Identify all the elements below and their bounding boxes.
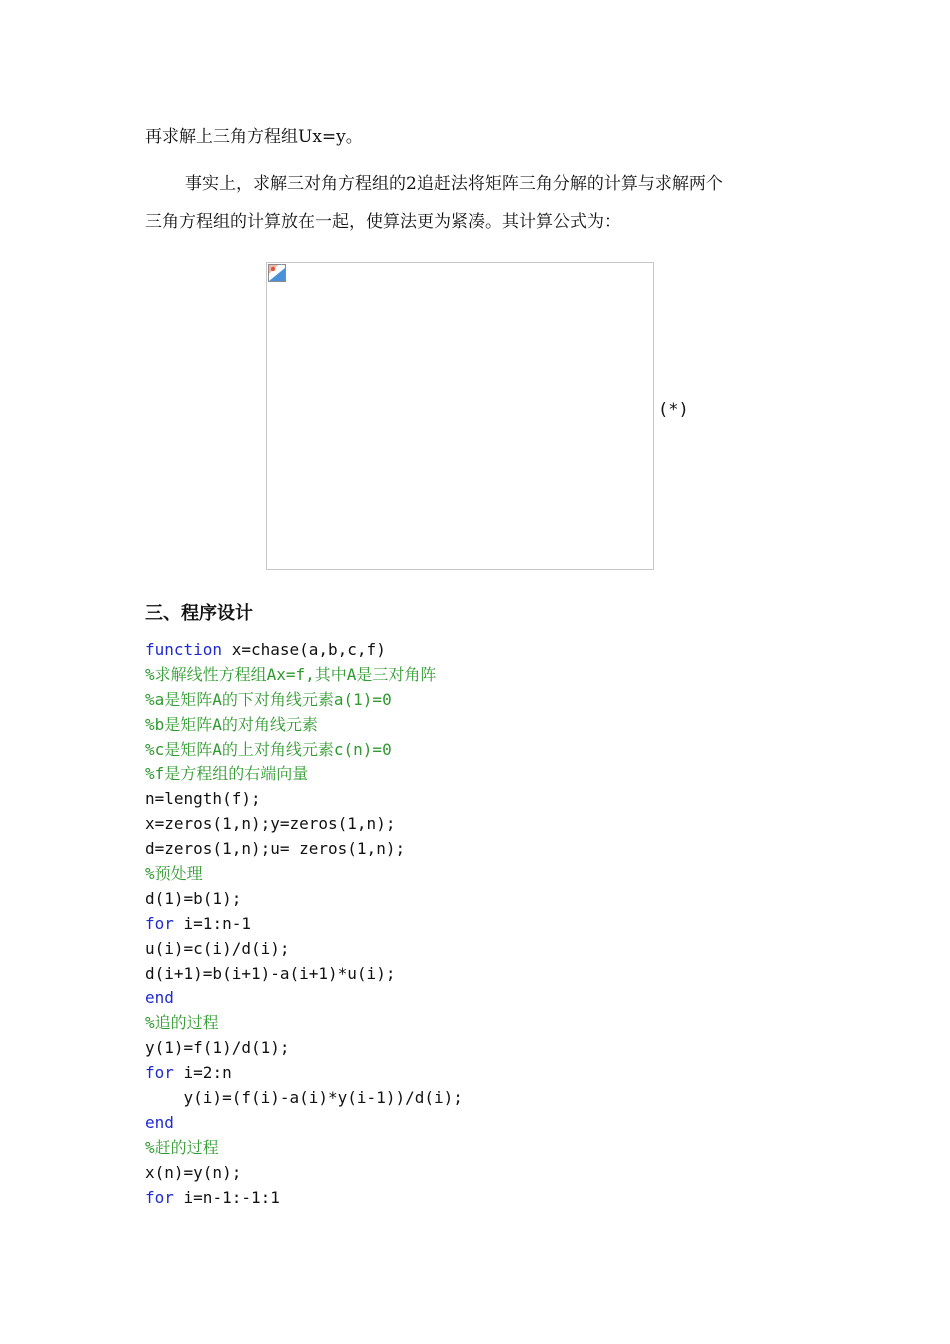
code-text: x(n)=y(n);	[145, 1162, 242, 1182]
broken-image-icon	[268, 264, 286, 282]
code-comment: %a是矩阵A的下对角线元素a(1)=0	[145, 689, 392, 709]
code-line	[145, 937, 463, 962]
code-line	[145, 1111, 463, 1136]
section-heading: 三、程序设计	[145, 603, 253, 624]
code-text: u(i)=c(i)/d(i);	[145, 938, 290, 958]
paragraph-line-2: 事实上，求解三对角方程组的2追赶法将矩阵三角分解的计算与求解两个	[185, 174, 723, 194]
code-keyword: function	[145, 640, 223, 659]
code-text: n=length(f);	[145, 789, 261, 809]
code-line	[145, 1161, 463, 1186]
code-line	[145, 638, 463, 663]
code-text: y(i)=(f(i)-a(i)*y(i-1))/d(i);	[145, 1088, 463, 1108]
code-line	[145, 1186, 463, 1211]
code-comment: %求解线性方程组Ax=f,其中A是三对角阵	[145, 664, 437, 684]
code-line	[145, 713, 463, 738]
code-comment: %追的过程	[145, 1013, 219, 1033]
code-comment: %赶的过程	[145, 1137, 219, 1157]
code-line	[145, 663, 463, 688]
code-comment: %b是矩阵A的对角线元素	[145, 714, 318, 734]
code-line	[145, 812, 463, 837]
formula-tag: (*)	[658, 400, 689, 420]
code-text: d=zeros(1,n);u= zeros(1,n);	[145, 839, 406, 859]
code-line	[145, 762, 463, 787]
code-text: i=1:n-1	[173, 913, 251, 933]
code-line	[145, 1061, 463, 1086]
code-text: d(1)=b(1);	[145, 888, 242, 908]
code-comment: %f是方程组的右端向量	[145, 764, 309, 784]
code-line	[145, 912, 463, 937]
formula-image-placeholder	[266, 262, 654, 570]
code-text: y(1)=f(1)/d(1);	[145, 1038, 290, 1058]
code-keyword: for	[145, 913, 174, 933]
code-text: i=2:n	[173, 1063, 232, 1083]
code-keyword: for	[145, 1063, 174, 1083]
code-line	[145, 1086, 463, 1111]
code-text: d(i+1)=b(i+1)-a(i+1)*u(i);	[145, 963, 396, 983]
code-keyword: end	[145, 988, 174, 1008]
code-text: i=n-1:-1:1	[173, 1187, 280, 1207]
code-line	[145, 787, 463, 812]
code-line	[145, 862, 463, 887]
code-line	[145, 837, 463, 862]
code-line	[145, 688, 463, 713]
code-line	[145, 1036, 463, 1061]
code-block	[145, 638, 463, 1210]
code-comment: %c是矩阵A的上对角线元素c(n)=0	[145, 739, 392, 759]
code-line	[145, 1011, 463, 1036]
paragraph-line-1: 再求解上三角方程组Ux=y。	[145, 127, 363, 147]
code-line	[145, 1136, 463, 1161]
code-line	[145, 738, 463, 763]
code-comment: %预处理	[145, 864, 203, 884]
code-text: x=zeros(1,n);y=zeros(1,n);	[145, 814, 396, 834]
code-text: x=chase(a,b,c,f)	[222, 640, 386, 659]
code-keyword: end	[145, 1112, 174, 1132]
code-line	[145, 887, 463, 912]
paragraph-line-3: 三角方程组的计算放在一起，使算法更为紧凑。其计算公式为：	[145, 212, 621, 232]
code-line	[145, 986, 463, 1011]
code-keyword: for	[145, 1187, 174, 1207]
code-line	[145, 962, 463, 987]
